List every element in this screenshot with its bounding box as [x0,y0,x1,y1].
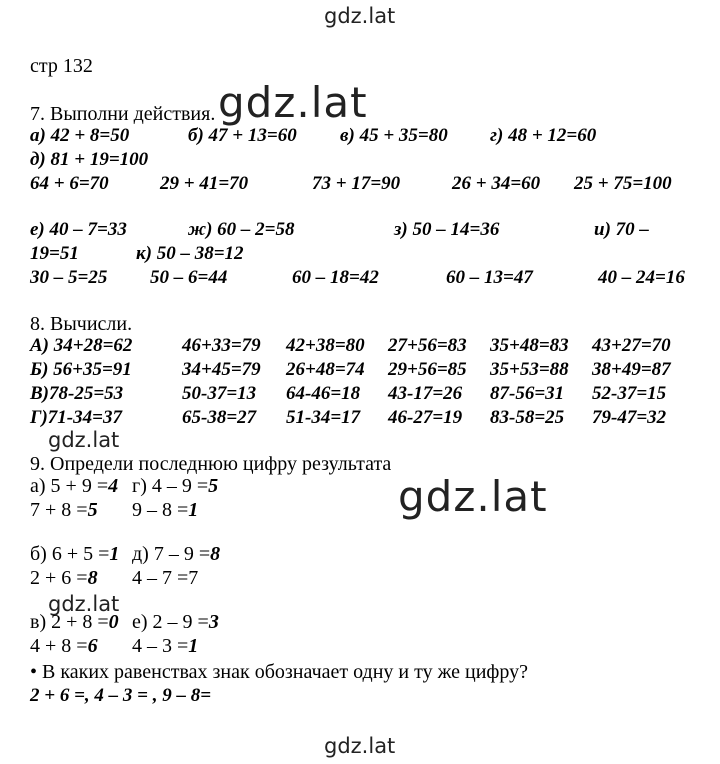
task8-cell: 50-37=13 [182,383,257,404]
task9-item [132,542,220,566]
task9-answer-digit: 5 [87,499,98,521]
task8-cell: 43-17=26 [388,383,463,404]
task7-item: д) 81 + 19=100 [30,149,149,170]
task7-item: е) 40 – 7=33 [30,219,127,240]
task9-expression: в) 2 + 8 = [30,611,109,633]
task8-cell: 52-37=15 [592,383,667,404]
task7-item: 64 + 6=70 [30,173,109,194]
watermark-large-1: gdz.lat [218,78,368,127]
task9-item [132,474,218,498]
task7-item: 19=51 [30,243,79,264]
task9-expression: 4 – 7 =7 [132,567,199,589]
task9-answer-digit: 6 [87,635,98,657]
task9-title: 9. Определи последнюю цифру результата [30,453,392,475]
watermark-small-1: gdz.lat [48,428,120,452]
task8-cell: 38+49=87 [592,359,671,380]
task9-answer: 2 + 6 =, 4 – 3 = , 9 – 8= [30,685,212,706]
task8-cell: 65-38=27 [182,407,257,428]
watermark-large-2: gdz.lat [398,472,548,521]
task8-cell: В)78-25=53 [30,383,124,404]
task8-cell: 27+56=83 [388,335,467,356]
watermark-bottom: gdz.lat [324,734,396,758]
task9-item [30,610,119,634]
task9-answer-digit: 3 [208,611,219,633]
task7-item: 40 – 24=16 [598,267,685,288]
task8-cell: 79-47=32 [592,407,667,428]
task7-item: б) 47 + 13=60 [188,125,297,146]
task9-expression: 2 + 6 = [30,567,88,589]
task9-item [132,634,198,658]
task9-item [30,474,118,498]
task7-item: 29 + 41=70 [160,173,249,194]
task8-cell: 51-34=17 [286,407,361,428]
task9-expression: б) 6 + 5 = [30,543,110,565]
task8-cell: 34+45=79 [182,359,261,380]
task7-title: 7. Выполни действия. [30,103,216,125]
task8-cell: 83-58=25 [490,407,565,428]
task9-answer-digit: 8 [87,567,98,589]
task9-item [132,498,198,522]
task9-answer-digit: 1 [188,499,199,521]
task9-item [30,542,119,566]
task8-cell: 29+56=85 [388,359,467,380]
task7-item: 50 – 6=44 [150,267,228,288]
task9-answer-digit: 8 [210,543,221,565]
task8-cell: 42+38=80 [286,335,365,356]
task7-item: к) 50 – 38=12 [136,243,244,264]
task7-item: а) 42 + 8=50 [30,125,130,146]
task9-item [132,566,198,590]
task7-item: 60 – 13=47 [446,267,533,288]
task9-expression: 9 – 8 = [132,499,189,521]
task9-expression: а) 5 + 9 = [30,475,109,497]
task8-cell: 43+27=70 [592,335,671,356]
task8-cell: А) 34+28=62 [30,335,133,356]
task9-answer-digit: 0 [108,611,119,633]
task7-item: 30 – 5=25 [30,267,108,288]
task9-expression: 7 + 8 = [30,499,88,521]
watermark-top: gdz.lat [324,4,396,28]
task9-item [30,498,98,522]
task9-answer-digit: 1 [109,543,120,565]
task9-expression: г) 4 – 9 = [132,475,209,497]
task8-title: 8. Вычисли. [30,313,133,335]
watermark-small-2: gdz.lat [48,592,120,616]
task8-cell: Г)71-34=37 [30,407,122,428]
task8-cell: 46+33=79 [182,335,261,356]
task7-item: и) 70 – [594,219,649,240]
task9-expression: д) 7 – 9 = [132,543,211,565]
task8-cell: 46-27=19 [388,407,463,428]
task9-answer-digit: 4 [108,475,119,497]
task9-item [132,610,219,634]
task8-cell: 87-56=31 [490,383,565,404]
task9-answer-digit: 5 [208,475,219,497]
task8-cell: Б) 56+35=91 [30,359,132,380]
task7-item: в) 45 + 35=80 [340,125,448,146]
task9-expression: е) 2 – 9 = [132,611,209,633]
page-label: стр 132 [30,55,93,77]
task9-item [30,634,98,658]
task9-question: • В каких равенствах знак обозначает одну и ту же цифру? [30,661,529,683]
task7-item: з) 50 – 14=36 [394,219,500,240]
task8-cell: 35+48=83 [490,335,569,356]
task9-answer-digit: 1 [188,635,199,657]
task7-item: 25 + 75=100 [574,173,672,194]
task7-item: ж) 60 – 2=58 [188,219,295,240]
task9-expression: 4 – 3 = [132,635,189,657]
task9-item [30,566,98,590]
task7-item: 73 + 17=90 [312,173,401,194]
task7-item: 60 – 18=42 [292,267,379,288]
task7-item: г) 48 + 12=60 [490,125,597,146]
task9-expression: 4 + 8 = [30,635,88,657]
task8-cell: 35+53=88 [490,359,569,380]
task8-cell: 64-46=18 [286,383,361,404]
task7-item: 26 + 34=60 [452,173,541,194]
task8-cell: 26+48=74 [286,359,365,380]
